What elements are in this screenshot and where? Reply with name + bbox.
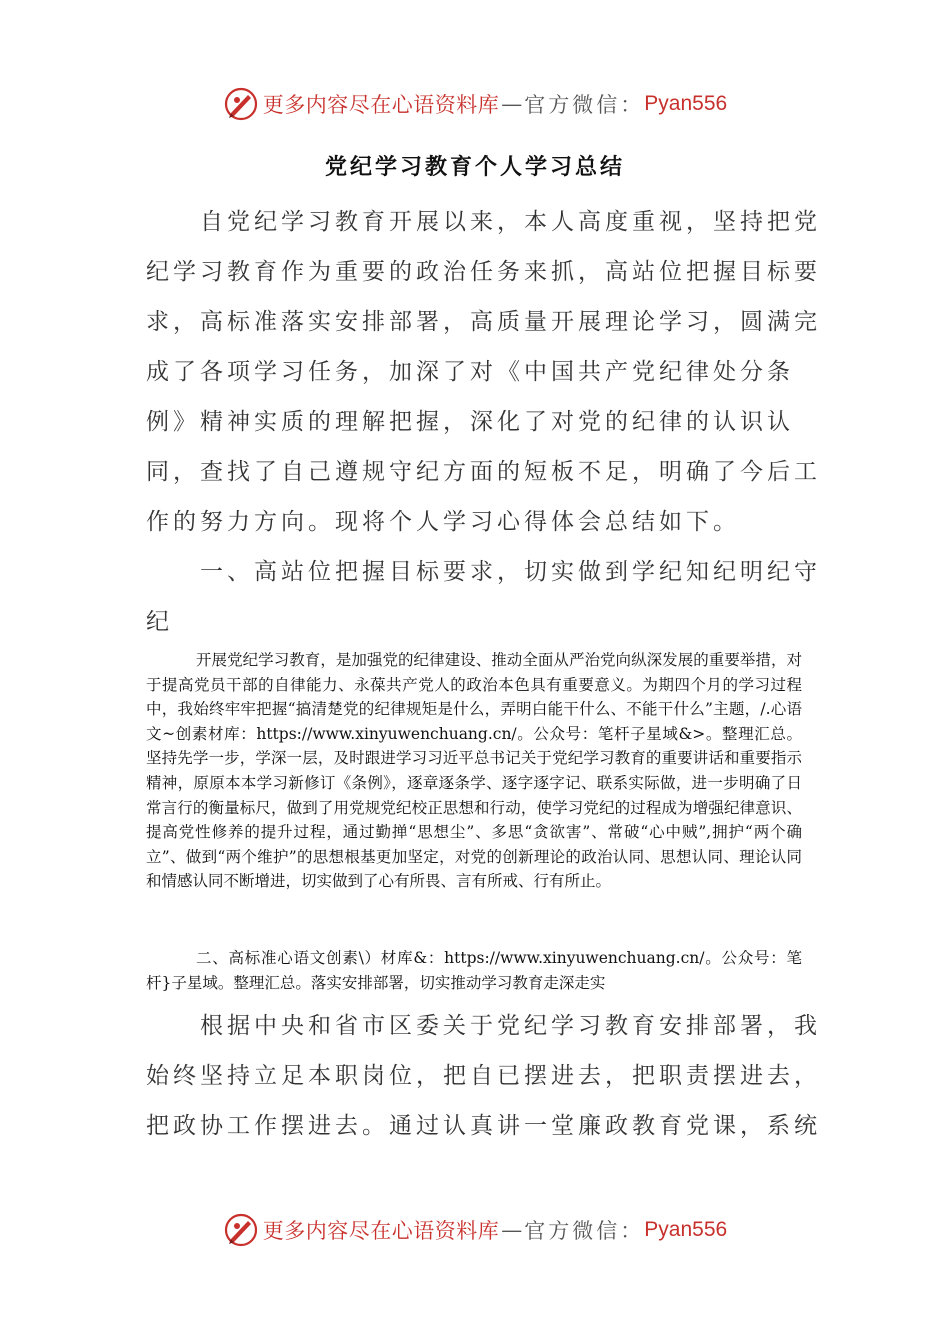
document-title: 党纪学习教育个人学习总结 — [324, 155, 625, 180]
banner-dash: — — [501, 92, 523, 116]
pen-logo-icon — [223, 86, 259, 122]
section-1-paragraph: 开展党纪学习教育，是加强党的纪律建设、推动全面从严治党向纵深发展的重要举措，对于提高党员干部的自律能力、永葆共产党人的政治本色具有重要意义。为期四个月的学习过程中，我始终牢牢把握“搞清楚党的纪律规矩是什么，弄明白能干什么、不能干什么”主题，/.心语文~创素材库：https://www.xinyuwenchuang.cn/。公众号：笔杆子星域&>。整理汇总。坚持先学一步，学深一层，及时跟进学习习近平总书记关于党纪学习教育的重要讲话和重要指示精神，原原本本学习新修订《条例》，逐章逐条学、逐字逐字记、联系实际做，进一步明确了日常言行的衡量标尺，做到了用党规党纪校正思想和行动，使学习党纪的过程成为增强纪律意识、提高党性修养的提升过程，通过勤掸“思想尘”、多思“贪欲害”、常破“心中贼”,拥护“两个确立”、做到“两个维护”的思想根基更加坚定，对党的创新理论的政治认同、思想认同、理论认同和情感认同不断增进，切实做到了心有所畏、言有所戒、行有所止。 — [146, 651, 802, 891]
banner-wechat-id: Pyan556 — [644, 92, 728, 115]
banner-site-name: 更多内容尽在心语资料库 — [262, 93, 500, 117]
section-heading-1: 一、高站位把握目标要求，切实做到学纪知纪明纪守纪 — [146, 559, 821, 635]
footer-banner — [0, 1208, 950, 1252]
banner-dash: — — [501, 1218, 523, 1242]
header-banner — [0, 82, 950, 126]
pen-logo-icon — [223, 1212, 259, 1248]
banner-wechat-label: 官方微信： — [524, 93, 645, 117]
section-heading-2: 二、高标准心语文创素\）材库&：https://www.xinyuwenchuang.cn/。公众号：笔杆}子星域。整理汇总。落实安排部署，切实推动学习教育走深走实 — [146, 949, 802, 992]
section-2-paragraph: 根据中央和省市区委关于党纪学习教育安排部署，我始终坚持立足本职岗位，把自已摆进去，把职责摆进去，把政协工作摆进去。通过认真讲一堂廉政教育党课，系统 — [146, 1013, 821, 1139]
banner-wechat-label: 官方微信： — [524, 1219, 645, 1243]
banner-site-name: 更多内容尽在心语资料库 — [262, 1219, 500, 1243]
banner-wechat-id: Pyan556 — [644, 1218, 728, 1241]
intro-paragraph: 自党纪学习教育开展以来，本人高度重视，坚持把党纪学习教育作为重要的政治任务来抓，高站位把握目标要求，高标准落实安排部署，高质量开展理论学习，圆满完成了各项学习任务，加深了对《中国共产党纪律处分条例》精神实质的理解把握，深化了对党的纪律的认识认同，查找了自己遵规守纪方面的短板不足，明确了今后工作的努力方向。现将个人学习心得体会总结如下。 — [146, 209, 821, 535]
